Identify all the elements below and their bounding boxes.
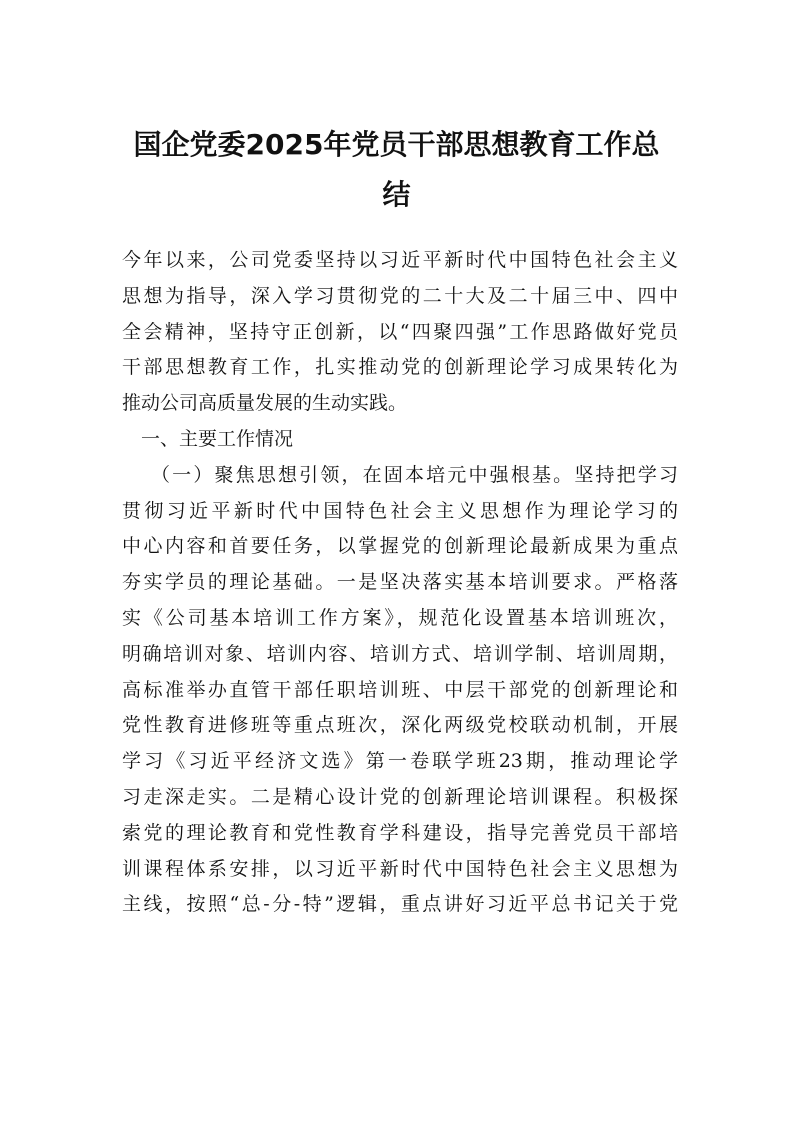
body-line: 学习《习近平经济文选》第一卷联学班23期，推动理论学 [122, 750, 678, 773]
body-line: 全会精神，坚持守正创新，以“四聚四强”工作思路做好党员 [122, 320, 678, 343]
body-line: 贯彻习近平新时代中国特色社会主义思想作为理论学习的 [122, 499, 678, 522]
body-line: 主线，按照“总-分-特”逻辑，重点讲好习近平总书记关于党 [122, 893, 678, 916]
body-line: 明确培训对象、培训内容、培训方式、培训学制、培训周期， [122, 642, 678, 665]
body-line: 推动公司高质量发展的生动实践。 [122, 392, 408, 415]
body-line: 党性教育进修班等重点班次，深化两级党校联动机制，开展 [122, 714, 678, 737]
body-line: 习走深走实。二是精心设计党的创新理论培训课程。积极探 [122, 785, 678, 808]
document-body [122, 243, 678, 923]
body-line: 索党的理论教育和党性教育学科建设，指导完善党员干部培 [122, 821, 678, 844]
title-line-2: 结 [382, 178, 411, 211]
document-title [60, 120, 733, 220]
body-line: 高标准举办直管干部任职培训班、中层干部党的创新理论和 [122, 678, 678, 701]
body-line: （一）聚焦思想引领，在固本培元中强根基。坚持把学习 [151, 463, 678, 486]
body-line: 实《公司基本培训工作方案》，规范化设置基本培训班次， [122, 606, 678, 629]
body-line: 思想为指导，深入学习贯彻党的二十大及二十届三中、四中 [122, 284, 678, 307]
body-line: 今年以来，公司党委坚持以习近平新时代中国特色社会主义 [122, 249, 678, 271]
body-line: 中心内容和首要任务，以掌握党的创新理论最新成果为重点 [122, 535, 678, 558]
section-heading: 一、主要工作情况 [141, 427, 294, 450]
title-line-1: 国企党委2025年党员干部思想教育工作总 [133, 128, 660, 161]
body-line: 夯实学员的理论基础。一是坚决落实基本培训要求。严格落 [122, 571, 678, 594]
body-line: 训课程体系安排，以习近平新时代中国特色社会主义思想为 [122, 857, 678, 880]
body-line: 干部思想教育工作，扎实推动党的创新理论学习成果转化为 [122, 356, 678, 379]
